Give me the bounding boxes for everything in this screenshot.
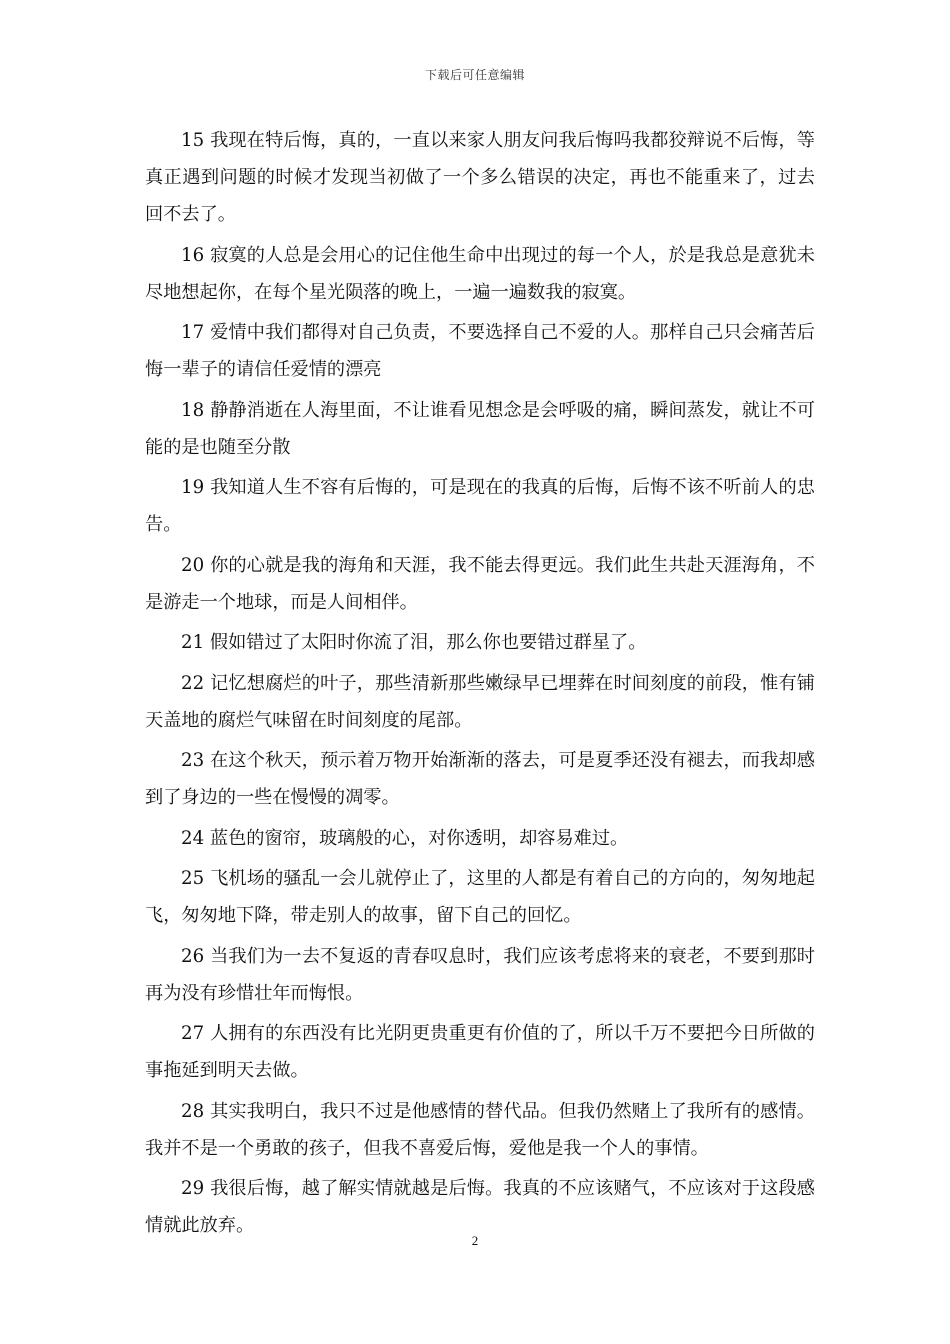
paragraph: 25 飞机场的骚乱一会儿就停止了，这里的人都是有着自己的方向的，匆匆地起飞，匆匆地下降，带走别人的故事，留下自己的回忆。 (145, 868, 815, 926)
paragraph: 21 假如错过了太阳时你流了泪，那么你也要错过群星了。 (181, 632, 647, 653)
document-body (145, 122, 815, 1248)
paragraph: 17 爱情中我们都得对自己负责，不要选择自己不爱的人。那样自己只会痛苦后悔一辈子的请信任爱情的漂亮 (145, 322, 815, 380)
paragraph: 18 静静消逝在人海里面，不让谁看见想念是会呼吸的痛，瞬间蒸发，就让不可能的是也随至分散 (145, 399, 815, 458)
paragraph: 28 其实我明白，我只不过是他感情的替代品。但我仍然赌上了我所有的感情。我并不是一个勇敢的孩子，但我不喜爱后悔，爱他是我一个人的事情。 (145, 1100, 815, 1159)
paragraph: 24 蓝色的窗帘，玻璃般的心，对你透明，却容易难过。 (181, 827, 629, 849)
paragraph: 15 我现在特后悔，真的，一直以来家人朋友问我后悔吗我都狡辩说不后悔，等真正遇到问题的时候才发现当初做了一个多么错误的决定，再也不能重来了，过去回不去了。 (145, 130, 815, 225)
page-header: 下载后可任意编辑 (424, 68, 525, 82)
paragraph: 20 你的心就是我的海角和天涯，我不能去得更远。我们此生共赴天涯海角，不是游走一个地球，而是人间相伴。 (145, 554, 815, 613)
paragraph: 16 寂寞的人总是会用心的记住他生命中出现过的每一个人，於是我总是意犹未尽地想起你，在每个星光陨落的晚上，一遍一遍数我的寂寞。 (145, 244, 815, 303)
paragraph: 19 我知道人生不容有后悔的，可是现在的我真的后悔，后悔不该不听前人的忠告。 (145, 477, 815, 535)
paragraph: 23 在这个秋天，预示着万物开始渐渐的落去，可是夏季还没有褪去，而我却感到了身边的一些在慢慢的凋零。 (145, 750, 815, 808)
page-number: 2 (471, 1233, 479, 1248)
paragraph: 26 当我们为一去不复返的青春叹息时，我们应该考虑将来的衰老，不要到那时再为没有珍惜壮年而悔恨。 (145, 945, 815, 1004)
paragraph: 29 我很后悔，越了解实情就越是后悔。我真的不应该赌气，不应该对于这段感情就此放弃。 (145, 1178, 815, 1236)
paragraph: 22 记忆想腐烂的叶子，那些清新那些嫩绿早已埋葬在时间刻度的前段，惟有铺天盖地的腐烂气味留在时间刻度的尾部。 (145, 672, 815, 731)
paragraph: 27 人拥有的东西没有比光阴更贵重更有价值的了，所以千万不要把今日所做的事拖延到明天去做。 (145, 1023, 815, 1081)
